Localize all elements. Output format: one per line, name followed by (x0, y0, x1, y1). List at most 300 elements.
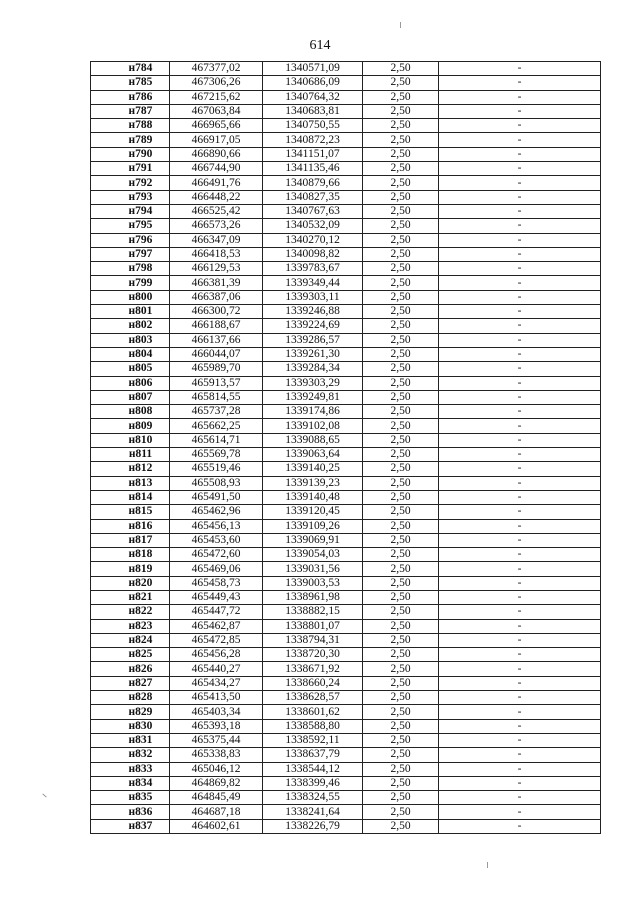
table-row (91, 419, 601, 433)
point-id-cell: н801 (91, 305, 170, 319)
accuracy-cell: 2,50 (363, 562, 439, 576)
point-id-cell: н784 (91, 62, 170, 76)
y-coordinate-cell: 1339140,48 (263, 490, 363, 504)
point-id-cell: н815 (91, 505, 170, 519)
note-cell: - (439, 548, 601, 562)
accuracy-cell: 2,50 (363, 333, 439, 347)
accuracy-cell: 2,50 (363, 791, 439, 805)
note-cell: - (439, 62, 601, 76)
accuracy-cell: 2,50 (363, 262, 439, 276)
y-coordinate-cell: 1339224,69 (263, 319, 363, 333)
accuracy-cell: 2,50 (363, 691, 439, 705)
x-coordinate-cell: 465462,87 (170, 619, 263, 633)
x-coordinate-cell: 466347,09 (170, 233, 263, 247)
y-coordinate-cell: 1340767,63 (263, 204, 363, 218)
y-coordinate-cell: 1340571,09 (263, 62, 363, 76)
point-id-cell: н807 (91, 390, 170, 404)
y-coordinate-cell: 1340879,66 (263, 176, 363, 190)
table-row (91, 490, 601, 504)
accuracy-cell: 2,50 (363, 133, 439, 147)
accuracy-cell: 2,50 (363, 390, 439, 404)
point-id-cell: н797 (91, 247, 170, 261)
table-row (91, 405, 601, 419)
point-id-cell: н831 (91, 733, 170, 747)
accuracy-cell: 2,50 (363, 533, 439, 547)
x-coordinate-cell: 465456,13 (170, 519, 263, 533)
point-id-cell: н787 (91, 104, 170, 118)
y-coordinate-cell: 1338226,79 (263, 819, 363, 833)
point-id-cell: н836 (91, 805, 170, 819)
point-id-cell: н835 (91, 791, 170, 805)
x-coordinate-cell: 466137,66 (170, 333, 263, 347)
x-coordinate-cell: 466387,06 (170, 290, 263, 304)
x-coordinate-cell: 465472,60 (170, 548, 263, 562)
y-coordinate-cell: 1339063,64 (263, 448, 363, 462)
x-coordinate-cell: 466890,66 (170, 147, 263, 161)
table-row (91, 633, 601, 647)
point-id-cell: н820 (91, 576, 170, 590)
table-row (91, 190, 601, 204)
x-coordinate-cell: 464602,61 (170, 819, 263, 833)
accuracy-cell: 2,50 (363, 590, 439, 604)
accuracy-cell: 2,50 (363, 819, 439, 833)
note-cell: - (439, 633, 601, 647)
y-coordinate-cell: 1338399,46 (263, 776, 363, 790)
table-row (91, 162, 601, 176)
note-cell: - (439, 619, 601, 633)
note-cell: - (439, 819, 601, 833)
x-coordinate-cell: 465413,50 (170, 691, 263, 705)
x-coordinate-cell: 465403,34 (170, 705, 263, 719)
note-cell: - (439, 576, 601, 590)
accuracy-cell: 2,50 (363, 648, 439, 662)
table-row (91, 533, 601, 547)
point-id-cell: н826 (91, 662, 170, 676)
point-id-cell: н827 (91, 676, 170, 690)
y-coordinate-cell: 1338961,98 (263, 590, 363, 604)
y-coordinate-cell: 1338671,92 (263, 662, 363, 676)
accuracy-cell: 2,50 (363, 405, 439, 419)
y-coordinate-cell: 1338794,31 (263, 633, 363, 647)
x-coordinate-cell: 465737,28 (170, 405, 263, 419)
note-cell: - (439, 748, 601, 762)
accuracy-cell: 2,50 (363, 676, 439, 690)
accuracy-cell: 2,50 (363, 619, 439, 633)
x-coordinate-cell: 465508,93 (170, 476, 263, 490)
x-coordinate-cell: 466418,53 (170, 247, 263, 261)
table-row (91, 262, 601, 276)
x-coordinate-cell: 465989,70 (170, 362, 263, 376)
table-row (91, 590, 601, 604)
point-id-cell: н790 (91, 147, 170, 161)
y-coordinate-cell: 1339349,44 (263, 276, 363, 290)
point-id-cell: н799 (91, 276, 170, 290)
accuracy-cell: 2,50 (363, 576, 439, 590)
note-cell: - (439, 290, 601, 304)
note-cell: - (439, 490, 601, 504)
note-cell: - (439, 476, 601, 490)
point-id-cell: н800 (91, 290, 170, 304)
y-coordinate-cell: 1339069,91 (263, 533, 363, 547)
point-id-cell: н798 (91, 262, 170, 276)
y-coordinate-cell: 1339783,67 (263, 262, 363, 276)
note-cell: - (439, 276, 601, 290)
accuracy-cell: 2,50 (363, 119, 439, 133)
point-id-cell: н823 (91, 619, 170, 633)
note-cell: - (439, 805, 601, 819)
accuracy-cell: 2,50 (363, 219, 439, 233)
point-id-cell: н834 (91, 776, 170, 790)
table-row (91, 147, 601, 161)
accuracy-cell: 2,50 (363, 419, 439, 433)
note-cell: - (439, 119, 601, 133)
x-coordinate-cell: 466129,53 (170, 262, 263, 276)
note-cell: - (439, 590, 601, 604)
table-row (91, 90, 601, 104)
note-cell: - (439, 104, 601, 118)
x-coordinate-cell: 465375,44 (170, 733, 263, 747)
x-coordinate-cell: 467377,02 (170, 62, 263, 76)
y-coordinate-cell: 1339303,29 (263, 376, 363, 390)
accuracy-cell: 2,50 (363, 548, 439, 562)
accuracy-cell: 2,50 (363, 705, 439, 719)
y-coordinate-cell: 1339102,08 (263, 419, 363, 433)
y-coordinate-cell: 1338324,55 (263, 791, 363, 805)
y-coordinate-cell: 1338592,11 (263, 733, 363, 747)
note-cell: - (439, 605, 601, 619)
point-id-cell: н785 (91, 76, 170, 90)
x-coordinate-cell: 465519,46 (170, 462, 263, 476)
accuracy-cell: 2,50 (363, 247, 439, 261)
x-coordinate-cell: 467306,26 (170, 76, 263, 90)
point-id-cell: н821 (91, 590, 170, 604)
y-coordinate-cell: 1338801,07 (263, 619, 363, 633)
y-coordinate-cell: 1340750,55 (263, 119, 363, 133)
accuracy-cell: 2,50 (363, 433, 439, 447)
table-row (91, 376, 601, 390)
accuracy-cell: 2,50 (363, 204, 439, 218)
point-id-cell: н795 (91, 219, 170, 233)
table-row (91, 104, 601, 118)
y-coordinate-cell: 1339139,23 (263, 476, 363, 490)
note-cell: - (439, 219, 601, 233)
note-cell: - (439, 662, 601, 676)
table-row (91, 562, 601, 576)
accuracy-cell: 2,50 (363, 605, 439, 619)
x-coordinate-cell: 465434,27 (170, 676, 263, 690)
table-row (91, 705, 601, 719)
table-row (91, 691, 601, 705)
table-row (91, 762, 601, 776)
accuracy-cell: 2,50 (363, 90, 439, 104)
accuracy-cell: 2,50 (363, 176, 439, 190)
y-coordinate-cell: 1339031,56 (263, 562, 363, 576)
x-coordinate-cell: 465913,57 (170, 376, 263, 390)
point-id-cell: н805 (91, 362, 170, 376)
note-cell: - (439, 419, 601, 433)
accuracy-cell: 2,50 (363, 476, 439, 490)
accuracy-cell: 2,50 (363, 276, 439, 290)
note-cell: - (439, 319, 601, 333)
y-coordinate-cell: 1340532,09 (263, 219, 363, 233)
table-row (91, 176, 601, 190)
x-coordinate-cell: 466448,22 (170, 190, 263, 204)
accuracy-cell: 2,50 (363, 505, 439, 519)
x-coordinate-cell: 466573,26 (170, 219, 263, 233)
accuracy-cell: 2,50 (363, 448, 439, 462)
point-id-cell: н796 (91, 233, 170, 247)
note-cell: - (439, 405, 601, 419)
scan-mark (487, 862, 488, 868)
accuracy-cell: 2,50 (363, 519, 439, 533)
y-coordinate-cell: 1340686,09 (263, 76, 363, 90)
table-row (91, 319, 601, 333)
table-row (91, 333, 601, 347)
accuracy-cell: 2,50 (363, 290, 439, 304)
point-id-cell: н819 (91, 562, 170, 576)
accuracy-cell: 2,50 (363, 376, 439, 390)
x-coordinate-cell: 465393,18 (170, 719, 263, 733)
point-id-cell: н789 (91, 133, 170, 147)
table-row (91, 619, 601, 633)
table-row (91, 76, 601, 90)
table-row (91, 119, 601, 133)
x-coordinate-cell: 465462,96 (170, 505, 263, 519)
note-cell: - (439, 676, 601, 690)
y-coordinate-cell: 1340098,82 (263, 247, 363, 261)
y-coordinate-cell: 1338601,62 (263, 705, 363, 719)
table-row (91, 347, 601, 361)
note-cell: - (439, 90, 601, 104)
point-id-cell: н809 (91, 419, 170, 433)
accuracy-cell: 2,50 (363, 347, 439, 361)
accuracy-cell: 2,50 (363, 776, 439, 790)
note-cell: - (439, 505, 601, 519)
note-cell: - (439, 719, 601, 733)
x-coordinate-cell: 466744,90 (170, 162, 263, 176)
note-cell: - (439, 176, 601, 190)
point-id-cell: н833 (91, 762, 170, 776)
x-coordinate-cell: 466525,42 (170, 204, 263, 218)
point-id-cell: н828 (91, 691, 170, 705)
point-id-cell: н794 (91, 204, 170, 218)
y-coordinate-cell: 1339088,65 (263, 433, 363, 447)
accuracy-cell: 2,50 (363, 490, 439, 504)
x-coordinate-cell: 467215,62 (170, 90, 263, 104)
y-coordinate-cell: 1338588,80 (263, 719, 363, 733)
y-coordinate-cell: 1340827,35 (263, 190, 363, 204)
table-row (91, 362, 601, 376)
y-coordinate-cell: 1339109,26 (263, 519, 363, 533)
point-id-cell: н818 (91, 548, 170, 562)
note-cell: - (439, 204, 601, 218)
x-coordinate-cell: 466491,76 (170, 176, 263, 190)
accuracy-cell: 2,50 (363, 462, 439, 476)
accuracy-cell: 2,50 (363, 762, 439, 776)
note-cell: - (439, 362, 601, 376)
coordinates-table-body (91, 62, 601, 834)
x-coordinate-cell: 464687,18 (170, 805, 263, 819)
note-cell: - (439, 76, 601, 90)
note-cell: - (439, 376, 601, 390)
note-cell: - (439, 333, 601, 347)
accuracy-cell: 2,50 (363, 719, 439, 733)
accuracy-cell: 2,50 (363, 319, 439, 333)
point-id-cell: н822 (91, 605, 170, 619)
point-id-cell: н808 (91, 405, 170, 419)
note-cell: - (439, 433, 601, 447)
y-coordinate-cell: 1341135,46 (263, 162, 363, 176)
note-cell: - (439, 133, 601, 147)
accuracy-cell: 2,50 (363, 162, 439, 176)
x-coordinate-cell: 465458,73 (170, 576, 263, 590)
accuracy-cell: 2,50 (363, 76, 439, 90)
point-id-cell: н837 (91, 819, 170, 833)
table-row (91, 219, 601, 233)
x-coordinate-cell: 466044,07 (170, 347, 263, 361)
table-row (91, 247, 601, 261)
y-coordinate-cell: 1338241,64 (263, 805, 363, 819)
note-cell: - (439, 519, 601, 533)
table-row (91, 276, 601, 290)
table-row (91, 605, 601, 619)
x-coordinate-cell: 465453,60 (170, 533, 263, 547)
table-row (91, 819, 601, 833)
table-row (91, 733, 601, 747)
y-coordinate-cell: 1338660,24 (263, 676, 363, 690)
point-id-cell: н811 (91, 448, 170, 462)
x-coordinate-cell: 465447,72 (170, 605, 263, 619)
y-coordinate-cell: 1338628,57 (263, 691, 363, 705)
accuracy-cell: 2,50 (363, 233, 439, 247)
table-row (91, 505, 601, 519)
note-cell: - (439, 533, 601, 547)
x-coordinate-cell: 465472,85 (170, 633, 263, 647)
note-cell: - (439, 390, 601, 404)
table-row (91, 433, 601, 447)
y-coordinate-cell: 1339120,45 (263, 505, 363, 519)
accuracy-cell: 2,50 (363, 633, 439, 647)
point-id-cell: н814 (91, 490, 170, 504)
table-row (91, 390, 601, 404)
accuracy-cell: 2,50 (363, 733, 439, 747)
table-row (91, 776, 601, 790)
y-coordinate-cell: 1340764,32 (263, 90, 363, 104)
point-id-cell: н792 (91, 176, 170, 190)
point-id-cell: н832 (91, 748, 170, 762)
point-id-cell: н786 (91, 90, 170, 104)
y-coordinate-cell: 1339140,25 (263, 462, 363, 476)
note-cell: - (439, 305, 601, 319)
y-coordinate-cell: 1341151,07 (263, 147, 363, 161)
point-id-cell: н810 (91, 433, 170, 447)
coordinates-table (90, 61, 601, 834)
x-coordinate-cell: 464869,82 (170, 776, 263, 790)
y-coordinate-cell: 1338720,30 (263, 648, 363, 662)
note-cell: - (439, 562, 601, 576)
scan-mark (400, 22, 401, 28)
table-row (91, 233, 601, 247)
x-coordinate-cell: 467063,84 (170, 104, 263, 118)
accuracy-cell: 2,50 (363, 147, 439, 161)
table-row (91, 576, 601, 590)
y-coordinate-cell: 1338882,15 (263, 605, 363, 619)
y-coordinate-cell: 1340270,12 (263, 233, 363, 247)
point-id-cell: н788 (91, 119, 170, 133)
note-cell: - (439, 190, 601, 204)
accuracy-cell: 2,50 (363, 104, 439, 118)
table-row (91, 548, 601, 562)
table-row (91, 133, 601, 147)
note-cell: - (439, 705, 601, 719)
table-row (91, 805, 601, 819)
note-cell: - (439, 347, 601, 361)
y-coordinate-cell: 1338637,79 (263, 748, 363, 762)
point-id-cell: н791 (91, 162, 170, 176)
x-coordinate-cell: 465338,83 (170, 748, 263, 762)
note-cell: - (439, 791, 601, 805)
table-row (91, 648, 601, 662)
accuracy-cell: 2,50 (363, 805, 439, 819)
note-cell: - (439, 262, 601, 276)
note-cell: - (439, 762, 601, 776)
note-cell: - (439, 733, 601, 747)
table-row (91, 676, 601, 690)
note-cell: - (439, 691, 601, 705)
point-id-cell: н813 (91, 476, 170, 490)
table-row (91, 748, 601, 762)
table-row (91, 305, 601, 319)
scan-mark (42, 794, 46, 798)
point-id-cell: н806 (91, 376, 170, 390)
accuracy-cell: 2,50 (363, 748, 439, 762)
y-coordinate-cell: 1339261,30 (263, 347, 363, 361)
accuracy-cell: 2,50 (363, 190, 439, 204)
accuracy-cell: 2,50 (363, 62, 439, 76)
y-coordinate-cell: 1340683,81 (263, 104, 363, 118)
point-id-cell: н825 (91, 648, 170, 662)
x-coordinate-cell: 466965,66 (170, 119, 263, 133)
point-id-cell: н829 (91, 705, 170, 719)
note-cell: - (439, 648, 601, 662)
x-coordinate-cell: 465814,55 (170, 390, 263, 404)
x-coordinate-cell: 465662,25 (170, 419, 263, 433)
x-coordinate-cell: 466188,67 (170, 319, 263, 333)
point-id-cell: н816 (91, 519, 170, 533)
x-coordinate-cell: 465046,12 (170, 762, 263, 776)
x-coordinate-cell: 465614,71 (170, 433, 263, 447)
table-row (91, 462, 601, 476)
table-row (91, 476, 601, 490)
note-cell: - (439, 462, 601, 476)
table-row (91, 791, 601, 805)
y-coordinate-cell: 1339303,11 (263, 290, 363, 304)
table-row (91, 448, 601, 462)
y-coordinate-cell: 1339003,53 (263, 576, 363, 590)
table-row (91, 62, 601, 76)
y-coordinate-cell: 1340872,23 (263, 133, 363, 147)
x-coordinate-cell: 465569,78 (170, 448, 263, 462)
table-row (91, 204, 601, 218)
accuracy-cell: 2,50 (363, 362, 439, 376)
x-coordinate-cell: 465440,27 (170, 662, 263, 676)
note-cell: - (439, 233, 601, 247)
y-coordinate-cell: 1339284,34 (263, 362, 363, 376)
point-id-cell: н830 (91, 719, 170, 733)
page-number: 614 (309, 38, 331, 53)
y-coordinate-cell: 1339174,86 (263, 405, 363, 419)
y-coordinate-cell: 1339286,57 (263, 333, 363, 347)
